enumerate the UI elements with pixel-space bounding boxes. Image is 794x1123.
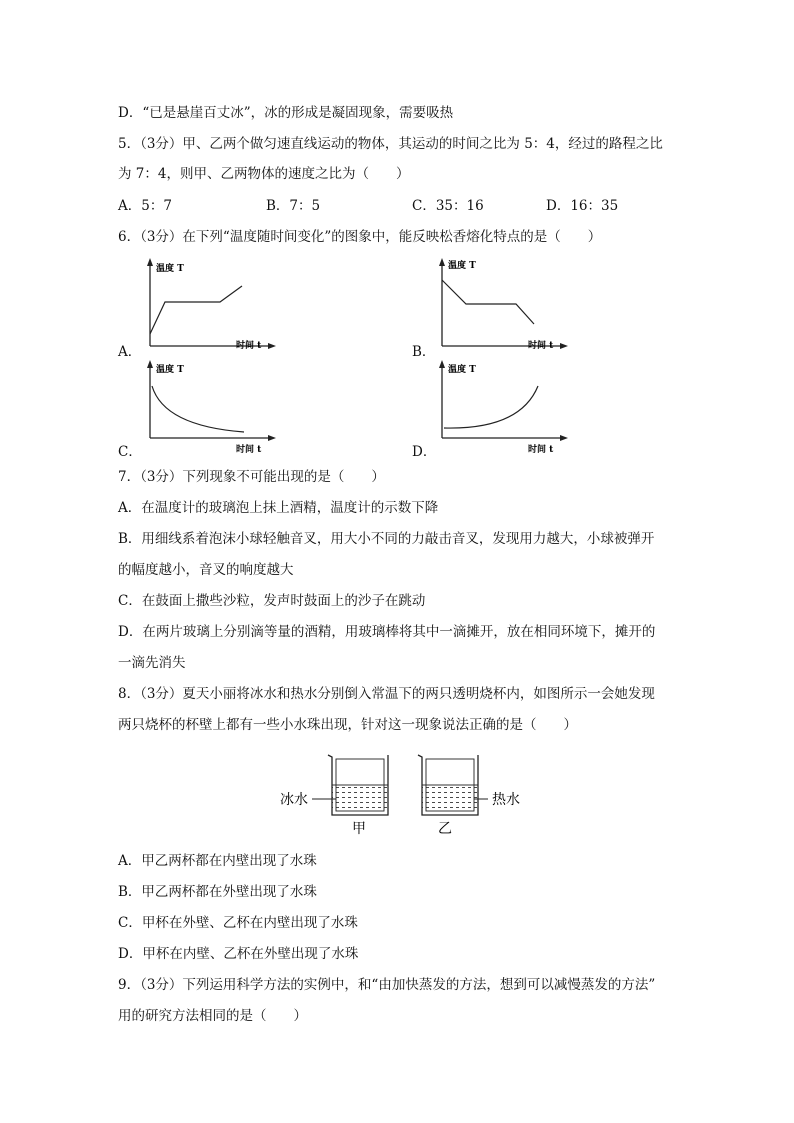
- q6-graph-a: [140, 256, 280, 356]
- q8-stem-line1: 8．（3分）夏天小丽将冰水和热水分别倒入常温下的两只透明烧杯内，如图所示一会她发现: [118, 686, 655, 702]
- q8-option-b: B．甲乙两杯都在外壁出现了水珠: [118, 884, 317, 900]
- q6-graph-d: [432, 356, 572, 456]
- q6-graph-b: [432, 254, 572, 354]
- q6-graph-c-xlabel: 时间 t: [236, 445, 262, 455]
- q6-graph-c: [140, 356, 280, 456]
- q8-hot-water-label: 热水: [492, 792, 520, 808]
- q5-option-a: A．5：7: [118, 198, 172, 214]
- q6-graph-b-xlabel: 时间 t: [528, 341, 554, 351]
- q6-stem: 6．（3分）在下列“温度随时间变化”的图象中，能反映松香熔化特点的是（ ）: [118, 229, 602, 245]
- q6-graph-c-ylabel: 温度 T: [156, 365, 184, 375]
- q7-option-a: A．在温度计的玻璃泡上抹上酒精，温度计的示数下降: [118, 500, 439, 516]
- q6-graph-d-label: D．: [412, 444, 437, 460]
- q5-stem-line2: 为 7：4，则甲、乙两物体的速度之比为（ ）: [118, 166, 410, 182]
- q6-graph-a-ylabel: 温度 T: [156, 264, 184, 274]
- q6-graph-a-xlabel: 时间 t: [236, 341, 262, 351]
- q6-graph-b-label: B．: [412, 344, 436, 360]
- q8-option-d: D．甲杯在内壁、乙杯在外壁出现了水珠: [118, 946, 359, 962]
- q7-option-b-line1: B．用细线系着泡沫小球轻触音叉，用大小不同的力敲击音叉，发现用力越大，小球被弹开: [118, 531, 655, 547]
- q8-stem-line2: 两只烧杯的杯壁上都有一些小水珠出现，针对这一现象说法正确的是（ ）: [118, 717, 577, 733]
- q5-option-b: B．7：5: [266, 198, 321, 214]
- q6-graph-d-xlabel: 时间 t: [528, 445, 554, 455]
- q8-option-c: C．甲杯在外壁、乙杯在内壁出现了水珠: [118, 915, 358, 931]
- q8-cup-yi-label: 乙: [438, 821, 452, 837]
- q7-option-c: C．在鼓面上撒些沙粒，发声时鼓面上的沙子在跳动: [118, 593, 426, 609]
- q8-beaker-figure: [270, 745, 530, 845]
- q8-cup-jia-label: 甲: [352, 821, 366, 837]
- q9-stem-line2: 用的研究方法相同的是（ ）: [118, 1008, 307, 1024]
- q9-stem-line1: 9．（3分）下列运用科学方法的实例中，和“由加快蒸发的方法，想到可以减慢蒸发的方法”: [118, 977, 656, 993]
- q8-option-a: A．甲乙两杯都在内壁出现了水珠: [118, 853, 317, 869]
- beaker-yi: [418, 755, 478, 815]
- q5-option-c: C．35：16: [412, 198, 484, 214]
- q7-option-d-line1: D．在两片玻璃上分别滴等量的酒精，用玻璃棒将其中一滴摊开，放在相同环境下，摊开的: [118, 624, 656, 640]
- q4-option-d: D．“已是悬崖百丈冰”，冰的形成是凝固现象，需要吸热: [118, 105, 454, 121]
- q5-stem-line1: 5．（3分）甲、乙两个做匀速直线运动的物体，其运动的时间之比为 5：4，经过的路程之比: [118, 136, 663, 152]
- q6-graph-a-label: A．: [118, 344, 142, 360]
- beaker-jia: [328, 755, 388, 815]
- q7-option-b-line2: 的幅度越小，音叉的响度越大: [118, 562, 294, 578]
- q8-ice-water-label: 冰水: [280, 792, 308, 808]
- q6-graph-b-ylabel: 温度 T: [448, 261, 476, 271]
- q6-graph-d-ylabel: 温度 T: [448, 365, 476, 375]
- q7-stem: 7．（3分）下列现象不可能出现的是（ ）: [118, 469, 385, 485]
- q5-option-d: D．16：35: [546, 198, 619, 214]
- q6-graph-c-label: C．: [118, 444, 142, 460]
- q7-option-d-line2: 一滴先消失: [118, 655, 186, 671]
- q5-options: [118, 196, 658, 216]
